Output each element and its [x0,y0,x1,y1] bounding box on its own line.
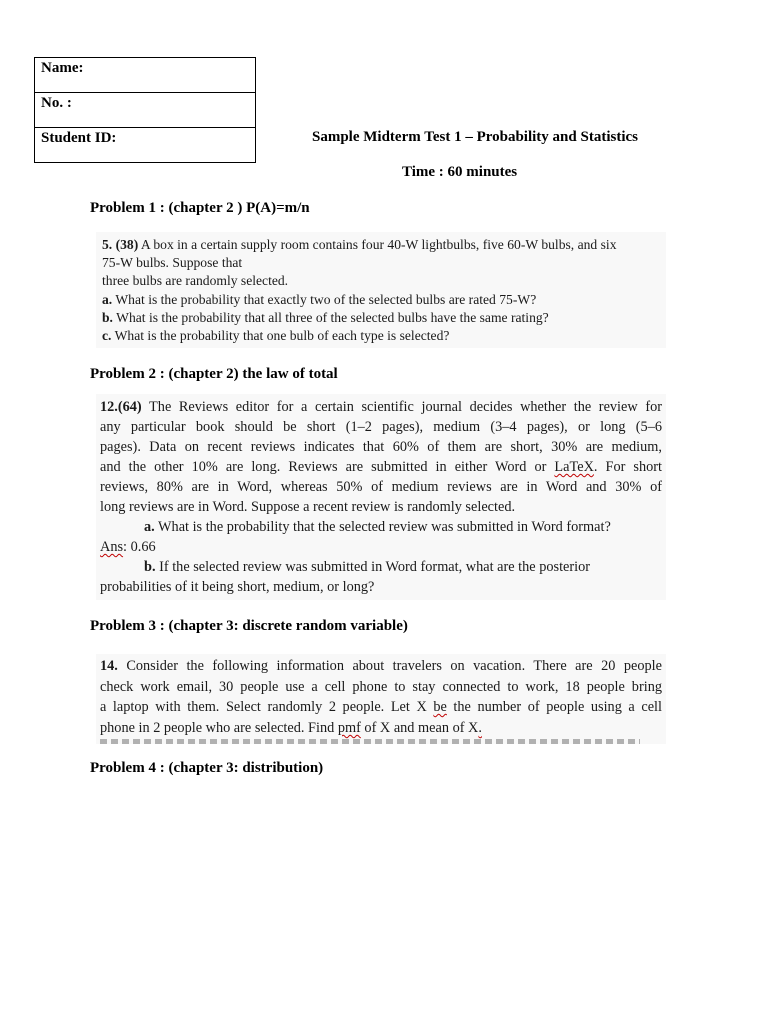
problem-2-answer: Ans: 0.66 [100,539,156,555]
problem-3-number: 14. [100,658,118,674]
problem-3-line-3: a laptop with them. Select randomly 2 people. Let X be the number of people using a cell [100,699,662,716]
problem-2-line-3: pages). Data on recent reviews indicates that 60% of them are short, 30% are medium, [100,439,662,455]
problem-3-heading: Problem 3 : (chapter 3: discrete random variable) [90,618,408,634]
problem-1-part-c: c. What is the probability that one bulb of each type is selected? [102,328,450,344]
latex-word: LaTeX [554,459,594,475]
pmf-word: pmf [337,719,361,736]
problem-2-part-a: a. What is the probability that the selected review was submitted in Word format? [144,519,611,535]
test-time: Time : 60 minutes [402,164,518,180]
name-field [35,58,255,93]
problem-1-line-1: 5. (38) A box in a certain supply room contains four 40-W lightbulbs, five 60-W bulbs, and six [102,237,617,252]
problem-3-line-2: check work email, 30 people use a cell phone to stay connected to work, 18 people bring [100,678,662,695]
problem-1-line-2: 75-W bulbs. Suppose that [102,255,243,271]
problem-2-part-b: b. If the selected review was submitted in Word format, what are the posterior [144,559,591,575]
be-word: be [433,699,447,716]
problem-2-line-6: long reviews are in Word. Suppose a recent review is randomly selected. [100,499,516,515]
problem-1-heading: Problem 1 : (chapter 2 ) P(A)=m/n [90,200,310,216]
student-id-label: Student ID: [41,130,117,146]
problem-4-heading: Problem 4 : (chapter 3: distribution) [90,760,324,776]
cropped-text-line [100,739,640,744]
problem-1-number: 5. (38) [102,237,139,252]
number-field [35,93,255,128]
problem-1-line-3: three bulbs are randomly selected. [102,273,289,289]
problem-3-line-1: 14. Consider the following information about travelers on vacation. There are 20 people [100,658,662,674]
problem-1-excerpt [96,232,666,348]
problem-2-line-1: 12.(64) The Reviews editor for a certain scientific journal decides whether the review for [100,399,662,415]
problem-2-heading: Problem 2 : (chapter 2) the law of total [90,366,338,382]
problem-2-line-4: and the other 10% are long. Reviews are submitted in either Word or LaTeX. For short [100,459,662,475]
student-info-box [34,57,256,163]
name-label: Name: [41,60,84,76]
problem-1-part-b: b. What is the probability that all three of the selected bulbs have the same rating? [102,309,549,325]
problem-3-excerpt [96,654,666,744]
test-title: Sample Midterm Test 1 – Probability and Statistics [312,129,638,145]
problem-2-excerpt [96,394,666,600]
problem-2-line-2: any particular book should be short (1–2 pages), medium (3–4 pages), or long (5–6 [100,419,662,435]
problem-2-line-last: probabilities of it being short, medium, or long? [100,579,375,595]
problem-2-number: 12.(64) [100,399,142,415]
problem-2-line-5: reviews, 80% are in Word, whereas 50% of medium reviews are in Word and 30% of [100,479,662,495]
number-label: No. : [41,95,72,111]
problem-3-line-4: phone in 2 people who are selected. Find pmf of X and mean of X. [100,719,482,736]
student-id-field [35,128,255,163]
problem-1-part-a: a. What is the probability that exactly two of the selected bulbs are rated 75-W? [102,291,537,307]
